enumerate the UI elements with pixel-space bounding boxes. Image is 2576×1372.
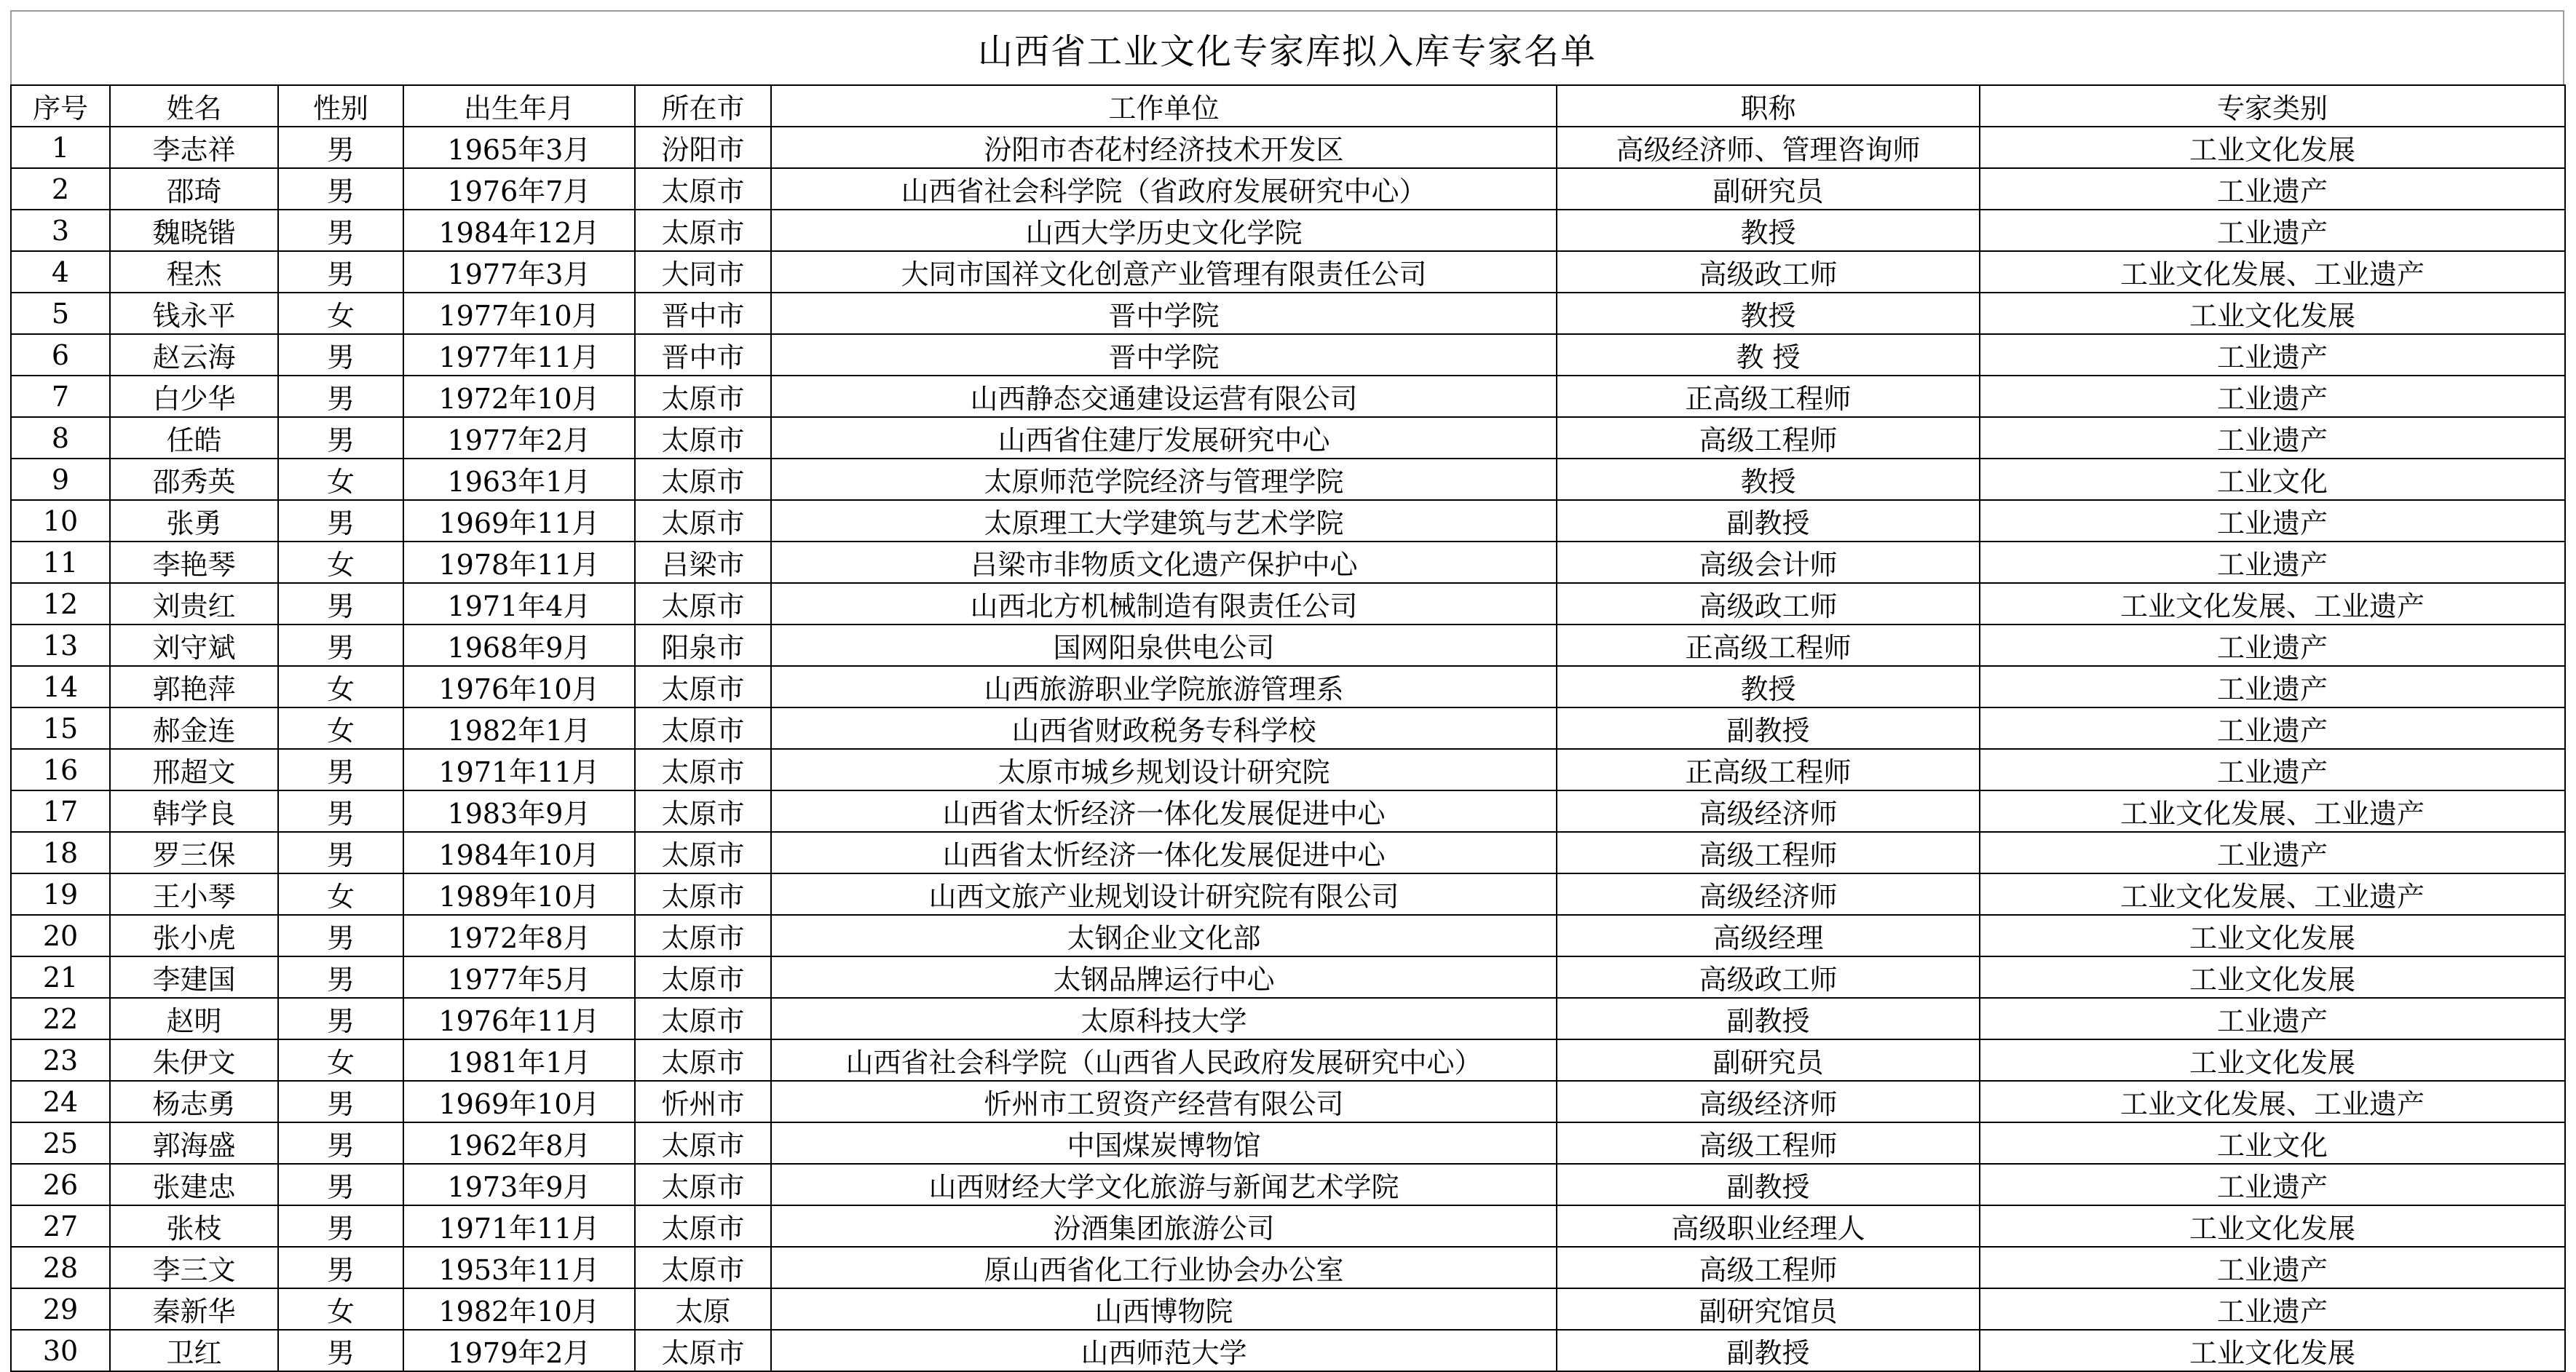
city-cell: 太原市 — [635, 790, 771, 832]
work-unit-cell: 汾酒集团旅游公司 — [771, 1205, 1557, 1247]
gender-cell: 男 — [278, 998, 403, 1039]
title-cell: 副教授 — [1557, 1330, 1980, 1371]
expert-category-cell: 工业遗产 — [1980, 542, 2565, 583]
row-number: 13 — [11, 624, 110, 666]
city-cell: 太原市 — [635, 832, 771, 873]
expert-category-cell: 工业文化发展、工业遗产 — [1980, 251, 2565, 293]
birth-date-cell: 1978年11月 — [403, 542, 635, 583]
table-row — [11, 873, 2565, 915]
table-row — [11, 998, 2565, 1039]
expert-category-cell: 工业文化发展 — [1980, 127, 2565, 168]
work-unit-cell: 山西旅游职业学院旅游管理系 — [771, 666, 1557, 707]
work-unit-cell: 太原市城乡规划设计研究院 — [771, 749, 1557, 790]
row-number: 22 — [11, 998, 110, 1039]
name-cell: 郭海盛 — [110, 1122, 278, 1164]
city-cell: 太原市 — [635, 956, 771, 998]
table-row — [11, 666, 2565, 707]
title-cell: 副教授 — [1557, 998, 1980, 1039]
work-unit-cell: 山西北方机械制造有限责任公司 — [771, 583, 1557, 624]
name-cell: 李艳琴 — [110, 542, 278, 583]
row-number: 23 — [11, 1039, 110, 1081]
row-number: 18 — [11, 832, 110, 873]
row-number: 25 — [11, 1122, 110, 1164]
work-unit-cell: 山西静态交通建设运营有限公司 — [771, 376, 1557, 417]
expert-category-cell: 工业遗产 — [1980, 666, 2565, 707]
gender-cell: 男 — [278, 1330, 403, 1371]
title-cell: 高级工程师 — [1557, 1247, 1980, 1288]
city-cell: 忻州市 — [635, 1081, 771, 1122]
name-cell: 张枝 — [110, 1205, 278, 1247]
birth-date-cell: 1984年10月 — [403, 832, 635, 873]
name-cell: 白少华 — [110, 376, 278, 417]
row-number: 9 — [11, 459, 110, 500]
city-cell: 大同市 — [635, 251, 771, 293]
name-cell: 张建忠 — [110, 1164, 278, 1205]
gender-cell: 男 — [278, 749, 403, 790]
row-number: 8 — [11, 417, 110, 459]
city-cell: 太原市 — [635, 1039, 771, 1081]
row-number: 24 — [11, 1081, 110, 1122]
row-number: 10 — [11, 500, 110, 542]
gender-cell: 男 — [278, 376, 403, 417]
city-cell: 晋中市 — [635, 293, 771, 334]
name-cell: 程杰 — [110, 251, 278, 293]
work-unit-cell: 太钢企业文化部 — [771, 915, 1557, 956]
name-cell: 卫红 — [110, 1330, 278, 1371]
city-cell: 太原市 — [635, 666, 771, 707]
table-row — [11, 500, 2565, 542]
row-number: 11 — [11, 542, 110, 583]
gender-cell: 男 — [278, 251, 403, 293]
row-number: 27 — [11, 1205, 110, 1247]
expert-category-cell: 工业文化发展 — [1980, 1330, 2565, 1371]
birth-date-cell: 1976年7月 — [403, 168, 635, 210]
title-cell: 高级经济师 — [1557, 1081, 1980, 1122]
work-unit-cell: 山西省太忻经济一体化发展促进中心 — [771, 832, 1557, 873]
city-cell: 太原市 — [635, 168, 771, 210]
title-cell: 高级经济师 — [1557, 873, 1980, 915]
table-row — [11, 376, 2565, 417]
expert-category-cell: 工业文化发展 — [1980, 1039, 2565, 1081]
table-row — [11, 624, 2565, 666]
title-cell: 副研究馆员 — [1557, 1288, 1980, 1330]
birth-date-cell: 1973年9月 — [403, 1164, 635, 1205]
city-cell: 太原市 — [635, 376, 771, 417]
title-cell: 正高级工程师 — [1557, 624, 1980, 666]
expert-category-cell: 工业遗产 — [1980, 624, 2565, 666]
gender-cell: 女 — [278, 707, 403, 749]
expert-category-cell: 工业遗产 — [1980, 998, 2565, 1039]
gender-cell: 女 — [278, 1039, 403, 1081]
name-cell: 李志祥 — [110, 127, 278, 168]
table-row — [11, 790, 2565, 832]
birth-date-cell: 1962年8月 — [403, 1122, 635, 1164]
table-header-row — [11, 85, 2565, 127]
work-unit-cell: 中国煤炭博物馆 — [771, 1122, 1557, 1164]
table-row — [11, 1164, 2565, 1205]
name-cell: 邢超文 — [110, 749, 278, 790]
row-number: 4 — [11, 251, 110, 293]
name-cell: 郭艳萍 — [110, 666, 278, 707]
table-row — [11, 251, 2565, 293]
expert-category-cell: 工业遗产 — [1980, 417, 2565, 459]
row-number: 21 — [11, 956, 110, 998]
gender-cell: 男 — [278, 334, 403, 376]
table-row — [11, 293, 2565, 334]
table-row — [11, 1205, 2565, 1247]
birth-date-cell: 1982年10月 — [403, 1288, 635, 1330]
expert-category-cell: 工业遗产 — [1980, 1247, 2565, 1288]
expert-category-cell: 工业文化 — [1980, 1122, 2565, 1164]
expert-category-cell: 工业文化发展、工业遗产 — [1980, 873, 2565, 915]
table-row — [11, 1247, 2565, 1288]
work-unit-cell: 山西财经大学文化旅游与新闻艺术学院 — [771, 1164, 1557, 1205]
name-cell: 秦新华 — [110, 1288, 278, 1330]
work-unit-cell: 吕梁市非物质文化遗产保护中心 — [771, 542, 1557, 583]
name-cell: 郝金连 — [110, 707, 278, 749]
expert-category-cell: 工业遗产 — [1980, 334, 2565, 376]
city-cell: 太原市 — [635, 1330, 771, 1371]
work-unit-cell: 大同市国祥文化创意产业管理有限责任公司 — [771, 251, 1557, 293]
work-unit-cell: 原山西省化工行业协会办公室 — [771, 1247, 1557, 1288]
name-cell: 罗三保 — [110, 832, 278, 873]
birth-date-cell: 1977年5月 — [403, 956, 635, 998]
work-unit-cell: 太原科技大学 — [771, 998, 1557, 1039]
row-number: 14 — [11, 666, 110, 707]
expert-category-cell: 工业遗产 — [1980, 168, 2565, 210]
expert-category-cell: 工业文化发展、工业遗产 — [1980, 583, 2565, 624]
birth-date-cell: 1969年10月 — [403, 1081, 635, 1122]
title-cell: 高级职业经理人 — [1557, 1205, 1980, 1247]
gender-cell: 女 — [278, 666, 403, 707]
work-unit-cell: 太原师范学院经济与管理学院 — [771, 459, 1557, 500]
title-cell: 高级政工师 — [1557, 583, 1980, 624]
gender-cell: 男 — [278, 127, 403, 168]
expert-category-cell: 工业文化发展 — [1980, 1205, 2565, 1247]
row-number: 20 — [11, 915, 110, 956]
gender-cell: 男 — [278, 915, 403, 956]
gender-cell: 男 — [278, 956, 403, 998]
row-number: 30 — [11, 1330, 110, 1371]
column-header: 所在市 — [635, 85, 771, 127]
expert-category-cell: 工业文化发展、工业遗产 — [1980, 790, 2565, 832]
work-unit-cell: 山西博物院 — [771, 1288, 1557, 1330]
name-cell: 赵云海 — [110, 334, 278, 376]
work-unit-cell: 山西文旅产业规划设计研究院有限公司 — [771, 873, 1557, 915]
title-cell: 副研究员 — [1557, 168, 1980, 210]
gender-cell: 女 — [278, 459, 403, 500]
title-cell: 高级经理 — [1557, 915, 1980, 956]
table-row — [11, 832, 2565, 873]
city-cell: 太原市 — [635, 1122, 771, 1164]
gender-cell: 女 — [278, 542, 403, 583]
title-cell: 高级工程师 — [1557, 832, 1980, 873]
work-unit-cell: 山西省财政税务专科学校 — [771, 707, 1557, 749]
gender-cell: 女 — [278, 873, 403, 915]
gender-cell: 男 — [278, 1081, 403, 1122]
birth-date-cell: 1971年11月 — [403, 749, 635, 790]
name-cell: 刘守斌 — [110, 624, 278, 666]
city-cell: 太原 — [635, 1288, 771, 1330]
title-cell: 教 授 — [1557, 334, 1980, 376]
gender-cell: 男 — [278, 1164, 403, 1205]
expert-category-cell: 工业遗产 — [1980, 1288, 2565, 1330]
gender-cell: 男 — [278, 1247, 403, 1288]
row-number: 7 — [11, 376, 110, 417]
gender-cell: 女 — [278, 293, 403, 334]
birth-date-cell: 1953年11月 — [403, 1247, 635, 1288]
name-cell: 张勇 — [110, 500, 278, 542]
title-cell: 高级政工师 — [1557, 956, 1980, 998]
title-cell: 教授 — [1557, 210, 1980, 251]
title-cell: 正高级工程师 — [1557, 749, 1980, 790]
column-header: 职称 — [1557, 85, 1980, 127]
gender-cell: 男 — [278, 168, 403, 210]
table-row — [11, 417, 2565, 459]
expert-category-cell: 工业文化发展 — [1980, 915, 2565, 956]
name-cell: 魏晓锴 — [110, 210, 278, 251]
name-cell: 杨志勇 — [110, 1081, 278, 1122]
gender-cell: 男 — [278, 832, 403, 873]
city-cell: 太原市 — [635, 707, 771, 749]
name-cell: 刘贵红 — [110, 583, 278, 624]
column-header: 专家类别 — [1980, 85, 2565, 127]
table-row — [11, 127, 2565, 168]
column-header: 出生年月 — [403, 85, 635, 127]
row-number: 28 — [11, 1247, 110, 1288]
title-cell: 高级经济师 — [1557, 790, 1980, 832]
expert-category-cell: 工业文化 — [1980, 459, 2565, 500]
name-cell: 李建国 — [110, 956, 278, 998]
column-header: 姓名 — [110, 85, 278, 127]
name-cell: 王小琴 — [110, 873, 278, 915]
city-cell: 阳泉市 — [635, 624, 771, 666]
gender-cell: 男 — [278, 417, 403, 459]
row-number: 26 — [11, 1164, 110, 1205]
title-cell: 高级政工师 — [1557, 251, 1980, 293]
city-cell: 汾阳市 — [635, 127, 771, 168]
birth-date-cell: 1968年9月 — [403, 624, 635, 666]
work-unit-cell: 晋中学院 — [771, 334, 1557, 376]
name-cell: 李三文 — [110, 1247, 278, 1288]
name-cell: 任皓 — [110, 417, 278, 459]
birth-date-cell: 1969年11月 — [403, 500, 635, 542]
expert-list-sheet — [10, 10, 2564, 1372]
page-title: 山西省工业文化专家库拟入库专家名单 — [10, 10, 2564, 84]
work-unit-cell: 山西省太忻经济一体化发展促进中心 — [771, 790, 1557, 832]
title-cell: 高级经济师、管理咨询师 — [1557, 127, 1980, 168]
city-cell: 太原市 — [635, 915, 771, 956]
city-cell: 太原市 — [635, 417, 771, 459]
table-row — [11, 542, 2565, 583]
city-cell: 晋中市 — [635, 334, 771, 376]
row-number: 6 — [11, 334, 110, 376]
city-cell: 太原市 — [635, 583, 771, 624]
table-row — [11, 334, 2565, 376]
name-cell: 邵秀英 — [110, 459, 278, 500]
birth-date-cell: 1972年8月 — [403, 915, 635, 956]
table-row — [11, 1288, 2565, 1330]
work-unit-cell: 山西省住建厅发展研究中心 — [771, 417, 1557, 459]
name-cell: 张小虎 — [110, 915, 278, 956]
birth-date-cell: 1963年1月 — [403, 459, 635, 500]
table-row — [11, 956, 2565, 998]
city-cell: 太原市 — [635, 998, 771, 1039]
birth-date-cell: 1979年2月 — [403, 1330, 635, 1371]
work-unit-cell: 山西师范大学 — [771, 1330, 1557, 1371]
row-number: 5 — [11, 293, 110, 334]
title-cell: 正高级工程师 — [1557, 376, 1980, 417]
table-row — [11, 915, 2565, 956]
title-cell: 高级会计师 — [1557, 542, 1980, 583]
row-number: 12 — [11, 583, 110, 624]
gender-cell: 女 — [278, 1288, 403, 1330]
birth-date-cell: 1972年10月 — [403, 376, 635, 417]
work-unit-cell: 国网阳泉供电公司 — [771, 624, 1557, 666]
city-cell: 吕梁市 — [635, 542, 771, 583]
title-cell: 高级工程师 — [1557, 417, 1980, 459]
table-row — [11, 707, 2565, 749]
row-number: 17 — [11, 790, 110, 832]
table-row — [11, 749, 2565, 790]
expert-category-cell: 工业遗产 — [1980, 376, 2565, 417]
birth-date-cell: 1976年11月 — [403, 998, 635, 1039]
table-row — [11, 1330, 2565, 1371]
title-cell: 副研究员 — [1557, 1039, 1980, 1081]
table-row — [11, 1122, 2565, 1164]
city-cell: 太原市 — [635, 873, 771, 915]
column-header: 序号 — [11, 85, 110, 127]
city-cell: 太原市 — [635, 1247, 771, 1288]
birth-date-cell: 1983年9月 — [403, 790, 635, 832]
gender-cell: 男 — [278, 583, 403, 624]
work-unit-cell: 晋中学院 — [771, 293, 1557, 334]
birth-date-cell: 1971年4月 — [403, 583, 635, 624]
birth-date-cell: 1977年10月 — [403, 293, 635, 334]
birth-date-cell: 1981年1月 — [403, 1039, 635, 1081]
name-cell: 邵琦 — [110, 168, 278, 210]
work-unit-cell: 忻州市工贸资产经营有限公司 — [771, 1081, 1557, 1122]
work-unit-cell: 山西省社会科学院（山西省人民政府发展研究中心） — [771, 1039, 1557, 1081]
city-cell: 太原市 — [635, 210, 771, 251]
gender-cell: 男 — [278, 790, 403, 832]
row-number: 19 — [11, 873, 110, 915]
expert-category-cell: 工业遗产 — [1980, 707, 2565, 749]
title-cell: 教授 — [1557, 293, 1980, 334]
birth-date-cell: 1977年2月 — [403, 417, 635, 459]
birth-date-cell: 1977年11月 — [403, 334, 635, 376]
gender-cell: 男 — [278, 500, 403, 542]
column-header: 性别 — [278, 85, 403, 127]
table-row — [11, 1039, 2565, 1081]
row-number: 1 — [11, 127, 110, 168]
title-cell: 副教授 — [1557, 500, 1980, 542]
city-cell: 太原市 — [635, 459, 771, 500]
table-row — [11, 1081, 2565, 1122]
expert-category-cell: 工业遗产 — [1980, 832, 2565, 873]
expert-table — [10, 84, 2566, 1372]
city-cell: 太原市 — [635, 749, 771, 790]
birth-date-cell: 1984年12月 — [403, 210, 635, 251]
table-row — [11, 583, 2565, 624]
title-cell: 教授 — [1557, 459, 1980, 500]
work-unit-cell: 太原理工大学建筑与艺术学院 — [771, 500, 1557, 542]
expert-category-cell: 工业文化发展 — [1980, 956, 2565, 998]
row-number: 2 — [11, 168, 110, 210]
title-cell: 教授 — [1557, 666, 1980, 707]
gender-cell: 男 — [278, 1122, 403, 1164]
birth-date-cell: 1965年3月 — [403, 127, 635, 168]
title-cell: 副教授 — [1557, 707, 1980, 749]
birth-date-cell: 1989年10月 — [403, 873, 635, 915]
work-unit-cell: 汾阳市杏花村经济技术开发区 — [771, 127, 1557, 168]
expert-category-cell: 工业遗产 — [1980, 500, 2565, 542]
table-body — [11, 127, 2565, 1371]
gender-cell: 男 — [278, 624, 403, 666]
title-cell: 副教授 — [1557, 1164, 1980, 1205]
row-number: 29 — [11, 1288, 110, 1330]
name-cell: 韩学良 — [110, 790, 278, 832]
gender-cell: 男 — [278, 1205, 403, 1247]
name-cell: 朱伊文 — [110, 1039, 278, 1081]
expert-category-cell: 工业文化发展、工业遗产 — [1980, 1081, 2565, 1122]
city-cell: 太原市 — [635, 1164, 771, 1205]
title-cell: 高级工程师 — [1557, 1122, 1980, 1164]
expert-category-cell: 工业遗产 — [1980, 749, 2565, 790]
city-cell: 太原市 — [635, 1205, 771, 1247]
birth-date-cell: 1982年1月 — [403, 707, 635, 749]
table-row — [11, 210, 2565, 251]
expert-category-cell: 工业遗产 — [1980, 210, 2565, 251]
table-row — [11, 459, 2565, 500]
birth-date-cell: 1971年11月 — [403, 1205, 635, 1247]
birth-date-cell: 1976年10月 — [403, 666, 635, 707]
table-row — [11, 168, 2565, 210]
row-number: 3 — [11, 210, 110, 251]
row-number: 15 — [11, 707, 110, 749]
work-unit-cell: 山西大学历史文化学院 — [771, 210, 1557, 251]
gender-cell: 男 — [278, 210, 403, 251]
expert-category-cell: 工业遗产 — [1980, 1164, 2565, 1205]
row-number: 16 — [11, 749, 110, 790]
name-cell: 赵明 — [110, 998, 278, 1039]
work-unit-cell: 山西省社会科学院（省政府发展研究中心） — [771, 168, 1557, 210]
name-cell: 钱永平 — [110, 293, 278, 334]
column-header: 工作单位 — [771, 85, 1557, 127]
work-unit-cell: 太钢品牌运行中心 — [771, 956, 1557, 998]
city-cell: 太原市 — [635, 500, 771, 542]
expert-category-cell: 工业文化发展 — [1980, 293, 2565, 334]
birth-date-cell: 1977年3月 — [403, 251, 635, 293]
